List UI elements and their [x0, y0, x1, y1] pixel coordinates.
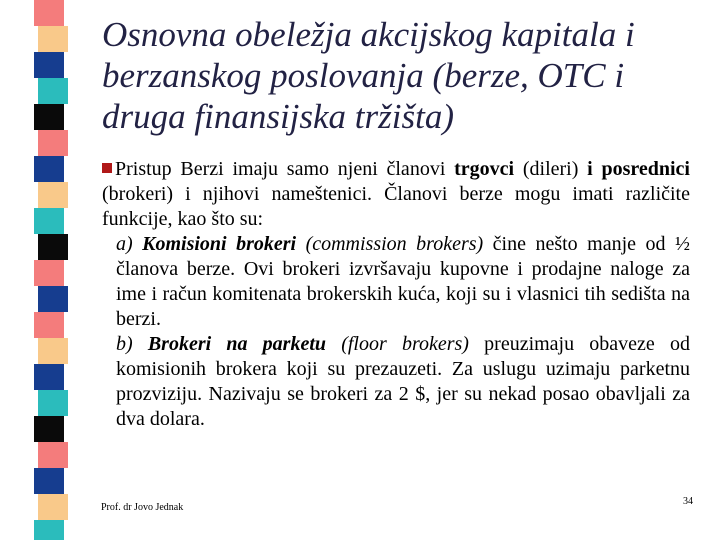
stripe-block [34, 260, 64, 286]
intro-text-3: (brokeri) i njihovi nameštenici. Članovi berze mogu imati različite funkcije, kao što su: [102, 183, 690, 230]
intro-text-1: Pristup Berzi imaju samo njeni članovi [115, 158, 455, 180]
stripe-block [34, 416, 64, 442]
stripe-block [34, 156, 64, 182]
stripe-block [38, 182, 68, 208]
decorative-color-stripe [0, 0, 75, 540]
item-a-paragraph [116, 232, 690, 332]
stripe-block [34, 208, 64, 234]
item-b-term: Brokeri na parketu [147, 333, 327, 355]
stripe-block [38, 442, 68, 468]
stripe-block [38, 78, 68, 104]
intro-bold-traders: trgovci [454, 158, 515, 180]
stripe-block [34, 312, 64, 338]
stripe-block [38, 494, 68, 520]
stripe-block [34, 468, 64, 494]
footer-author: Prof. dr Jovo Jednak [101, 502, 184, 513]
item-b-prefix: b) [116, 333, 148, 355]
intro-text-2: (dileri) [514, 158, 588, 180]
stripe-block [38, 234, 68, 260]
bullet-square-icon [102, 163, 112, 173]
item-a-term: Komisioni brokeri [142, 233, 297, 255]
stripe-block [34, 520, 64, 540]
stripe-block [34, 364, 64, 390]
stripe-block [34, 52, 64, 78]
item-b-english: (floor brokers) [326, 333, 469, 355]
item-a-prefix: a) [116, 233, 143, 255]
stripe-block [38, 390, 68, 416]
stripe-block [38, 338, 68, 364]
stripe-block [38, 286, 68, 312]
stripe-block [38, 130, 68, 156]
item-a-english: (commission brokers) [296, 233, 484, 255]
intro-paragraph [102, 157, 690, 232]
intro-bold-brokers: i posrednici [587, 158, 690, 180]
stripe-block [34, 0, 64, 26]
item-a-text: čine nešto manje od ½ članova berze. Ovi brokeri izvršavaju kupovne i prodajne naloge za ime i račun komitenata brokerskih kuća, koji su i vlasnici tih sedišta na berzi. [116, 233, 690, 330]
page-number: 34 [683, 496, 693, 507]
stripe-block [34, 104, 64, 130]
slide-title: Osnovna obeležja akcijskog kapitala i berzanskog poslovanja (berze, OTC i druga finansijska tržišta) [102, 15, 635, 136]
item-b-text: preuzimaju obaveze od komisionih brokera koji su prezauzeti. Za uslugu uzimaju parketnu prozviziju. Nazivaju se brokeri za 2 $, jer su nekad posao obavljali za dva dolara. [116, 333, 690, 430]
slide-body [102, 157, 690, 432]
stripe-block [38, 26, 68, 52]
item-b-paragraph [116, 332, 690, 432]
